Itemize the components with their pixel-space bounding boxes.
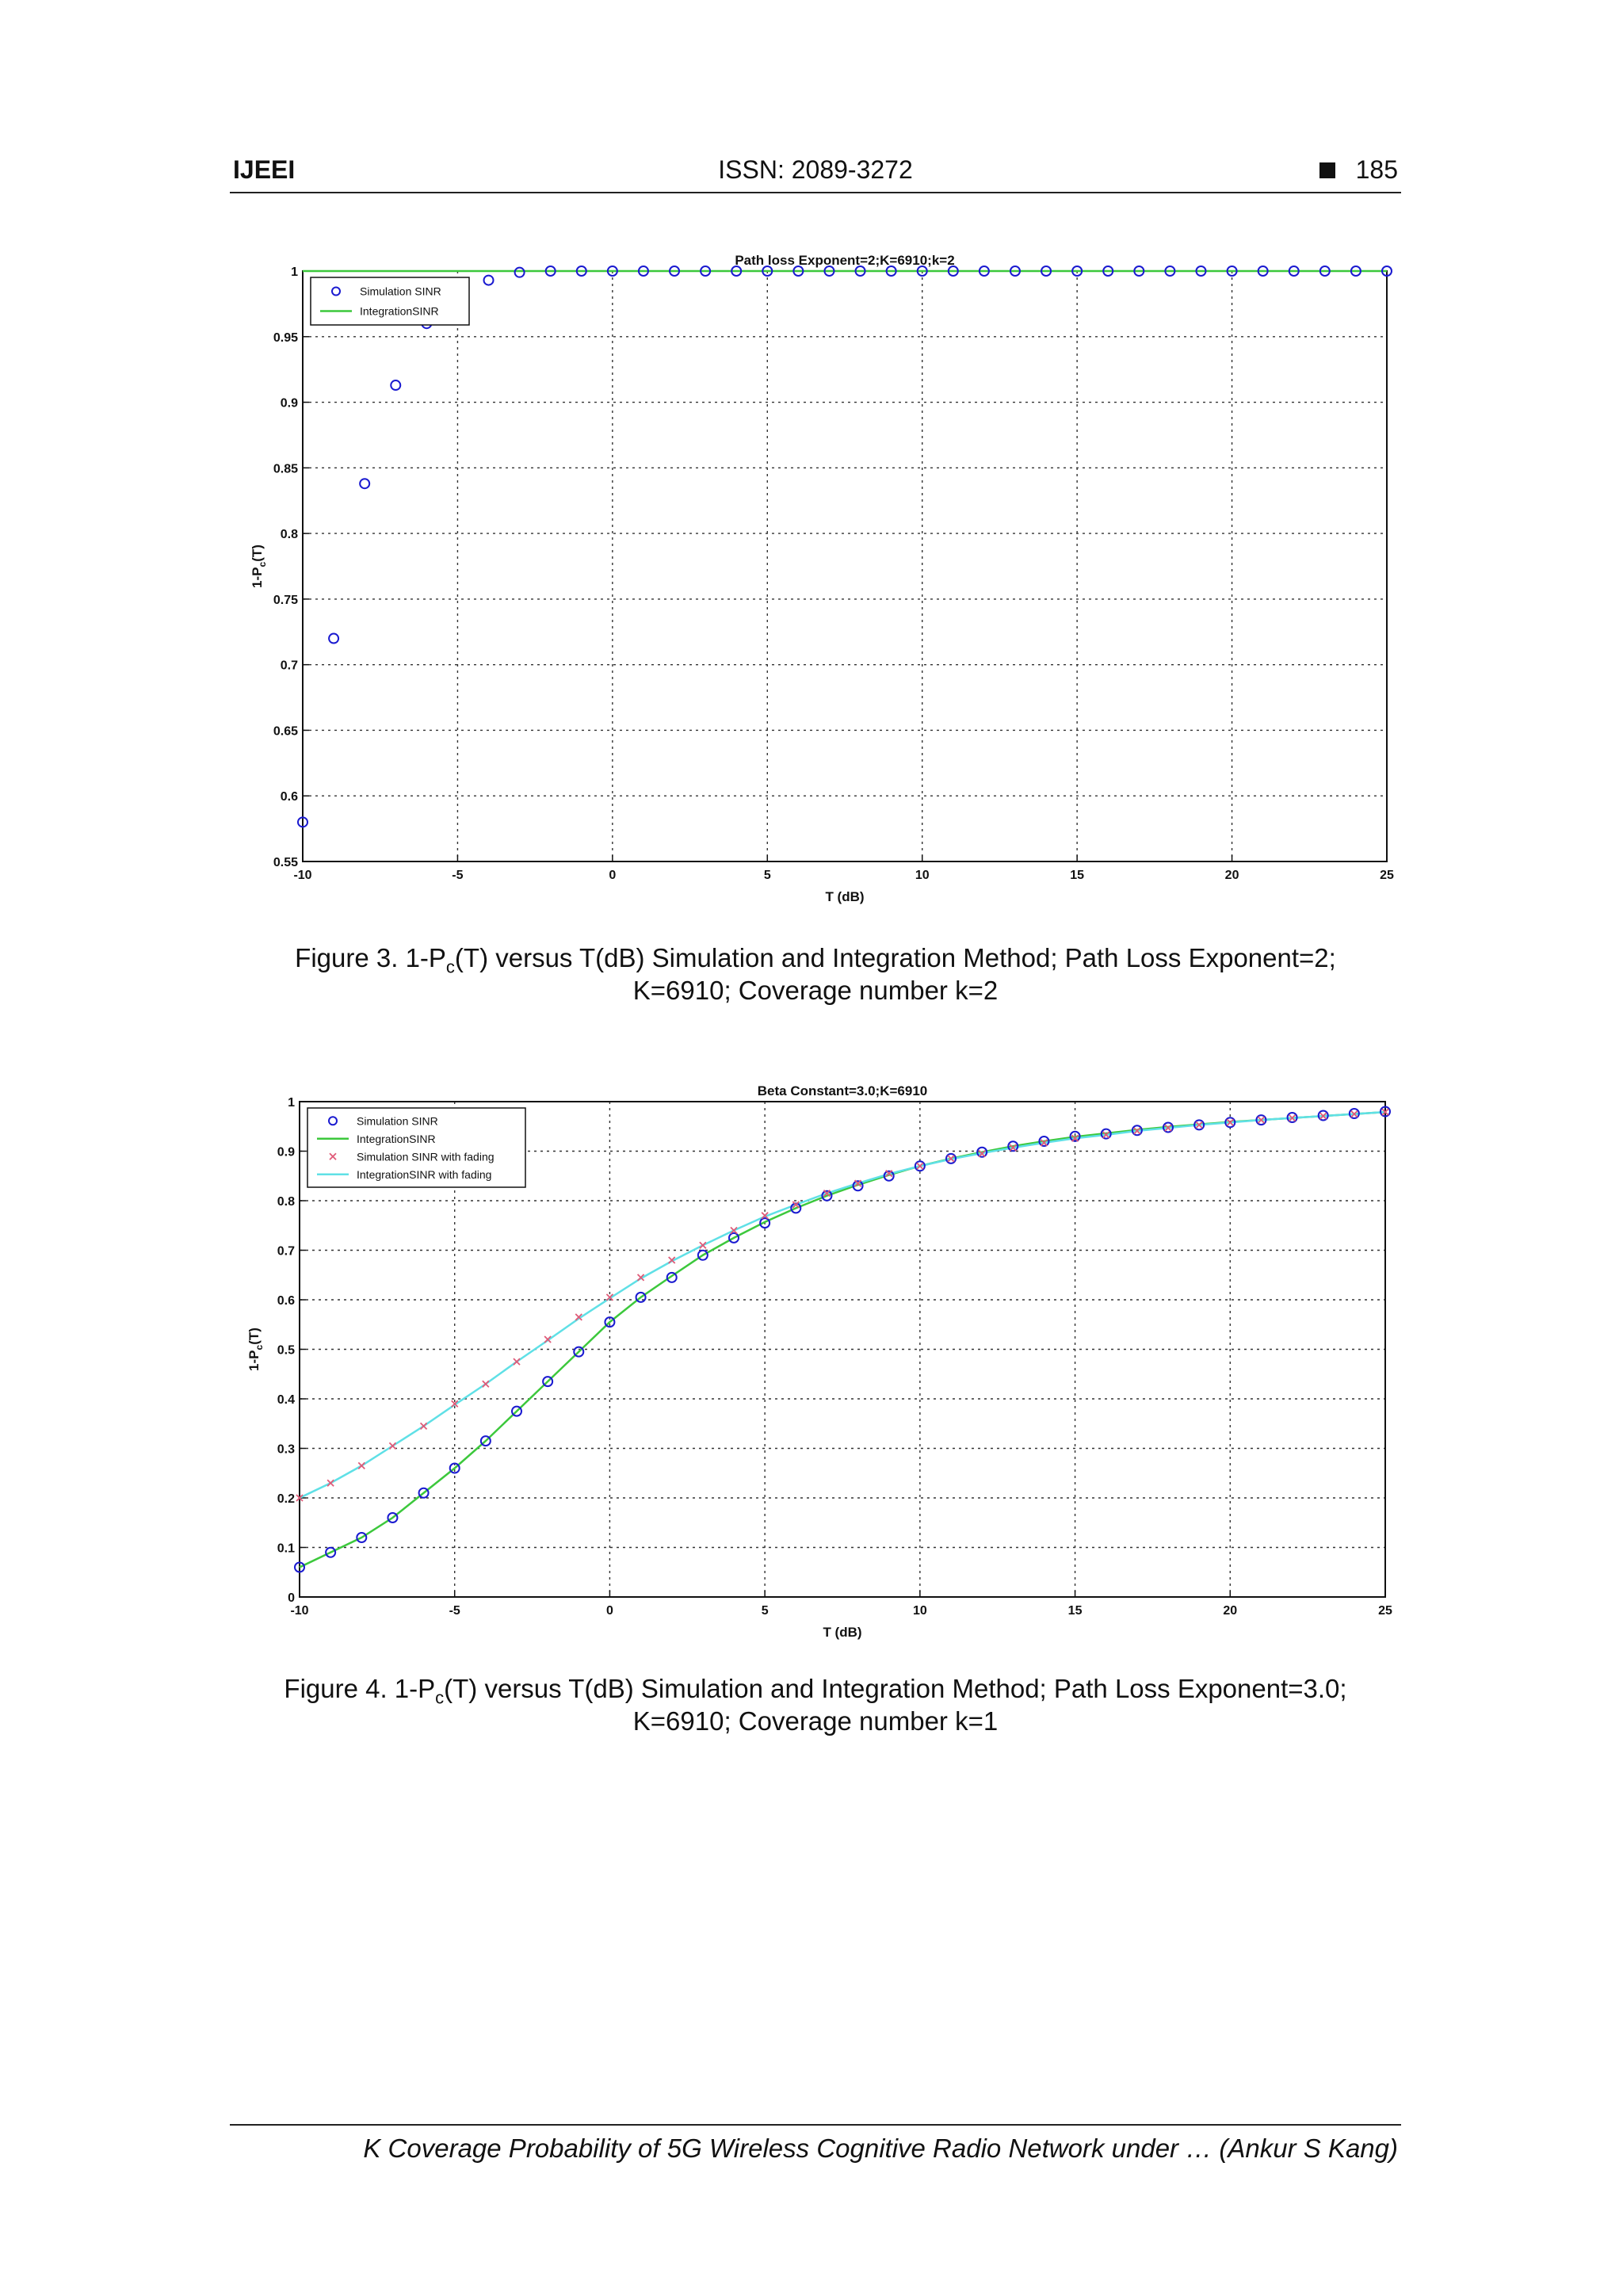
x-tick-label: 5 <box>763 869 771 882</box>
y-tick-label: 0.95 <box>273 330 298 345</box>
chart-title: Path loss Exponent=2;K=6910;k=2 <box>735 253 955 268</box>
caption-text: Figure 3. 1-P <box>295 943 446 972</box>
figure-3-chart <box>238 238 1411 911</box>
figure-4-caption <box>230 1672 1401 1737</box>
legend-label: Simulation SINR with fading <box>357 1150 495 1163</box>
x-tick-label: 15 <box>1070 869 1085 882</box>
y-tick-label: 0.8 <box>277 1195 295 1209</box>
y-tick-label: 0 <box>288 1591 295 1605</box>
x-axis-label: T (dB) <box>823 1625 862 1640</box>
x-axis-label: T (dB) <box>825 889 865 904</box>
x-tick-label: -5 <box>452 869 464 882</box>
legend-label: Simulation SINR <box>357 1114 438 1128</box>
y-axis-label-sub: c <box>257 561 268 567</box>
y-tick-label: 0.9 <box>277 1145 295 1159</box>
y-tick-label: 0.5 <box>277 1343 295 1358</box>
caption-subscript: c <box>435 1687 445 1708</box>
y-tick-label: 0.7 <box>280 659 298 673</box>
y-tick-label: 0.55 <box>273 856 298 869</box>
y-tick-label: 0.75 <box>273 593 298 607</box>
y-axis-label-tail: (T) <box>250 544 265 562</box>
x-tick-label: 10 <box>912 1604 927 1618</box>
issn: ISSN: 2089-3272 <box>718 155 913 184</box>
legend-label: IntegrationSINR <box>360 304 439 318</box>
caption-text: Figure 4. 1-P <box>284 1674 436 1703</box>
page-number: 185 <box>1355 155 1398 184</box>
x-tick-label: -10 <box>293 869 312 882</box>
chart-title: Beta Constant=3.0;K=6910 <box>757 1083 928 1098</box>
plot-area <box>303 271 1387 861</box>
page-footer <box>230 2124 1401 2163</box>
y-axis-label <box>246 1328 265 1371</box>
y-tick-label: 0.6 <box>277 1294 295 1308</box>
x-tick-label: 0 <box>609 869 617 882</box>
black-square-icon <box>1319 162 1335 178</box>
x-tick-label: 10 <box>915 869 930 882</box>
page-number-group <box>1319 155 1398 185</box>
y-tick-label: 0.4 <box>277 1393 295 1407</box>
y-tick-label: 0.7 <box>277 1244 295 1259</box>
caption-line-2: K=6910; Coverage number k=1 <box>632 1706 999 1736</box>
y-axis-label-sub: c <box>254 1344 265 1350</box>
figure-4-chart <box>238 1066 1411 1652</box>
x-tick-label: 15 <box>1067 1604 1083 1618</box>
y-tick-label: 1 <box>288 1096 295 1110</box>
running-footer: K Coverage Probability of 5G Wireless Cognitive Radio Network under … (Ankur S Kang) <box>363 2134 1398 2163</box>
caption-text: (T) versus T(dB) Simulation and Integration Method; Path Loss Exponent=3.0; <box>444 1674 1347 1703</box>
x-tick-label: 0 <box>605 1604 613 1618</box>
caption-text: (T) versus T(dB) Simulation and Integration Method; Path Loss Exponent=2; <box>454 943 1336 972</box>
x-tick-label: 20 <box>1224 869 1239 882</box>
x-tick-label: -10 <box>290 1604 309 1618</box>
x-tick-label: -5 <box>449 1604 460 1618</box>
caption-line-2: K=6910; Coverage number k=2 <box>632 976 999 1005</box>
legend-label: IntegrationSINR with fading <box>357 1167 492 1181</box>
y-tick-label: 1 <box>291 266 298 279</box>
y-tick-label: 0.85 <box>273 462 298 476</box>
y-axis-label <box>250 544 268 588</box>
y-tick-label: 0.3 <box>277 1442 295 1457</box>
y-tick-label: 0.8 <box>280 528 298 542</box>
y-tick-label: 0.9 <box>280 396 298 411</box>
x-tick-label: 25 <box>1380 869 1394 882</box>
journal-name: IJEEI <box>233 155 296 184</box>
x-tick-label: 25 <box>1378 1604 1392 1618</box>
y-tick-label: 0.1 <box>277 1541 295 1556</box>
y-tick-label: 0.2 <box>277 1492 295 1506</box>
caption-subscript: c <box>445 957 455 977</box>
y-tick-label: 0.6 <box>280 790 298 804</box>
y-axis-label-main: 1-P <box>250 567 265 588</box>
x-tick-label: 20 <box>1223 1604 1238 1618</box>
figure-3-caption <box>230 942 1401 1007</box>
y-axis-label-main: 1-P <box>246 1350 262 1371</box>
x-tick-label: 5 <box>761 1604 769 1618</box>
legend-label: Simulation SINR <box>360 285 441 298</box>
y-axis-label-tail: (T) <box>246 1328 262 1345</box>
y-tick-label: 0.65 <box>273 724 298 739</box>
legend-label: IntegrationSINR <box>357 1132 436 1145</box>
page-header <box>230 152 1401 193</box>
